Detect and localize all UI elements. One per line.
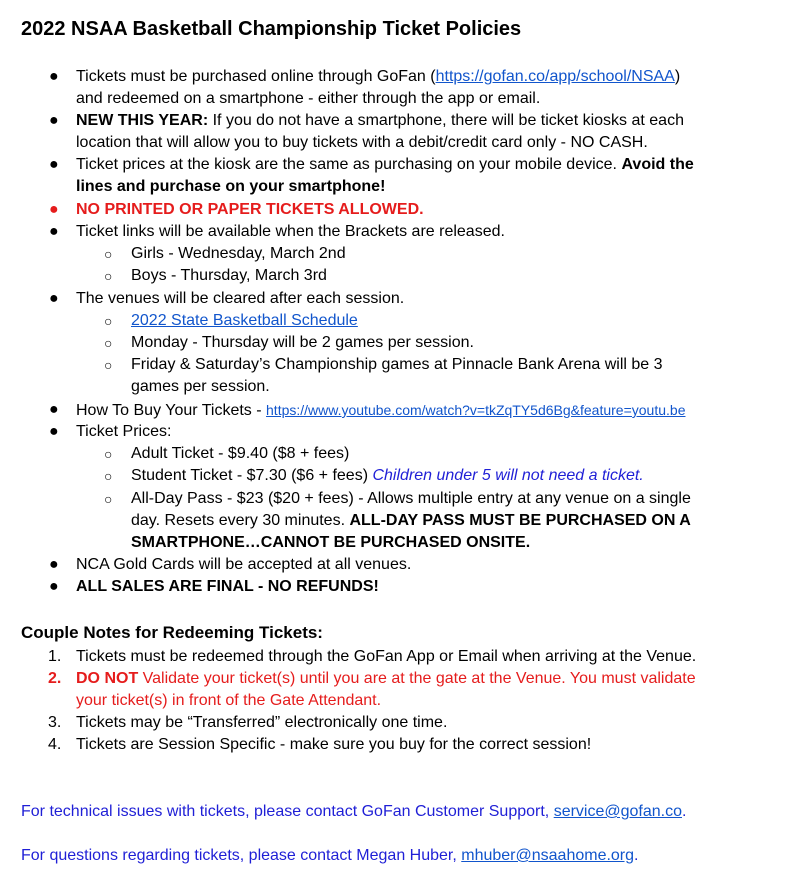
policy-no-paper-tickets: NO PRINTED OR PAPER TICKETS ALLOWED. [76,201,424,218]
policy-ticket-prices: Ticket Prices: [76,423,172,440]
bullet-dot: ● [49,201,59,218]
contact-questions: For questions regarding tickets, please contact Megan Huber, mhuber@nsaahome.org. [21,847,639,864]
bullet-circle: ○ [104,246,113,262]
bullet-dot: ● [49,290,59,307]
policy-purchase-online: Tickets must be purchased online through GoFan (https://gofan.co/app/school/NSAA) [76,68,681,85]
bullet-circle: ○ [104,268,113,284]
note-number: 1. [48,648,62,665]
page-title: 2022 NSAA Basketball Championship Ticket Policies [21,18,522,40]
note-do-not-validate-cont: your ticket(s) in front of the Gate Attendant. [76,692,382,709]
price-adult: Adult Ticket - $9.40 ($8 + fees) [131,445,350,462]
price-all-day-cont2: SMARTPHONE…CANNOT BE PURCHASED ONSITE. [131,534,531,551]
sub-friday-saturday: Friday & Saturday’s Championship games at Pinnacle Bank Arena will be 3 [131,356,663,373]
price-student: Student Ticket - $7.30 ($6 + fees) Children under 5 will not need a ticket. [131,467,644,484]
policy-ticket-links: Ticket links will be available when the Brackets are released. [76,223,505,240]
bullet-circle: ○ [104,313,113,329]
bullet-circle: ○ [104,335,113,351]
bullet-circle: ○ [104,468,113,484]
note-redeem-app: Tickets must be redeemed through the GoFan App or Email when arriving at the Venue. [76,648,697,665]
bullet-dot: ● [49,112,59,129]
youtube-link[interactable]: https://www.youtube.com/watch?v=tkZqTY5d6Bg&feature=youtu.be [266,402,686,418]
policy-nca-gold: NCA Gold Cards will be accepted at all venues. [76,556,412,573]
gofan-nsaa-link[interactable]: https://gofan.co/app/school/NSAA [435,68,675,85]
policy-purchase-online-cont: and redeemed on a smartphone - either through the app or email. [76,90,541,107]
policy-new-this-year-cont: location that will allow you to buy tickets with a debit/credit card only - NO CASH. [76,134,648,151]
policy-how-to-buy: How To Buy Your Tickets - https://www.youtube.com/watch?v=tkZqTY5d6Bg&feature=youtu.be [76,402,686,419]
bullet-dot: ● [49,578,59,595]
mhuber-email-link[interactable]: mhuber@nsaahome.org [461,847,635,864]
contact-technical: For technical issues with tickets, please contact GoFan Customer Support, service@gofan.co. [21,803,687,820]
service-email-link[interactable]: service@gofan.co [553,803,682,820]
bullet-circle: ○ [104,491,113,507]
price-all-day: All-Day Pass - $23 ($20 + fees) - Allows multiple entry at any venue on a single [131,490,691,507]
policy-new-this-year: NEW THIS YEAR: If you do not have a smartphone, there will be ticket kiosks at each [76,112,684,129]
sub-girls-date: Girls - Wednesday, March 2nd [131,245,346,262]
policy-kiosk-prices-cont: lines and purchase on your smartphone! [76,178,386,195]
policy-no-refunds: ALL SALES ARE FINAL - NO REFUNDS! [76,578,379,595]
bullet-dot: ● [49,223,59,240]
bullet-circle: ○ [104,357,113,373]
note-number: 2. [48,670,62,687]
sub-friday-saturday-cont: games per session. [131,378,270,395]
price-all-day-cont: day. Resets every 30 minutes. ALL-DAY PASS MUST BE PURCHASED ON A [131,512,691,529]
bullet-dot: ● [49,156,59,173]
bullet-dot: ● [49,556,59,573]
policy-kiosk-prices: Ticket prices at the kiosk are the same as purchasing on your mobile device. Avoid the [76,156,694,173]
note-do-not-validate: DO NOT Validate your ticket(s) until you are at the gate at the Venue. You must validate [76,670,696,687]
bullet-dot: ● [49,401,59,418]
sub-monday-thursday: Monday - Thursday will be 2 games per session. [131,334,474,351]
note-session-specific: Tickets are Session Specific - make sure you buy for the correct session! [76,736,592,753]
notes-heading: Couple Notes for Redeeming Tickets: [21,623,323,642]
note-transferred: Tickets may be “Transferred” electronically one time. [76,714,448,731]
bullet-dot: ● [49,423,59,440]
note-number: 4. [48,736,62,753]
bullet-circle: ○ [104,446,113,462]
policy-venues-cleared: The venues will be cleared after each session. [76,290,405,307]
note-number: 3. [48,714,62,731]
sub-boys-date: Boys - Thursday, March 3rd [131,267,327,284]
state-schedule-link[interactable]: 2022 State Basketball Schedule [131,312,358,329]
bullet-dot: ● [49,68,59,85]
